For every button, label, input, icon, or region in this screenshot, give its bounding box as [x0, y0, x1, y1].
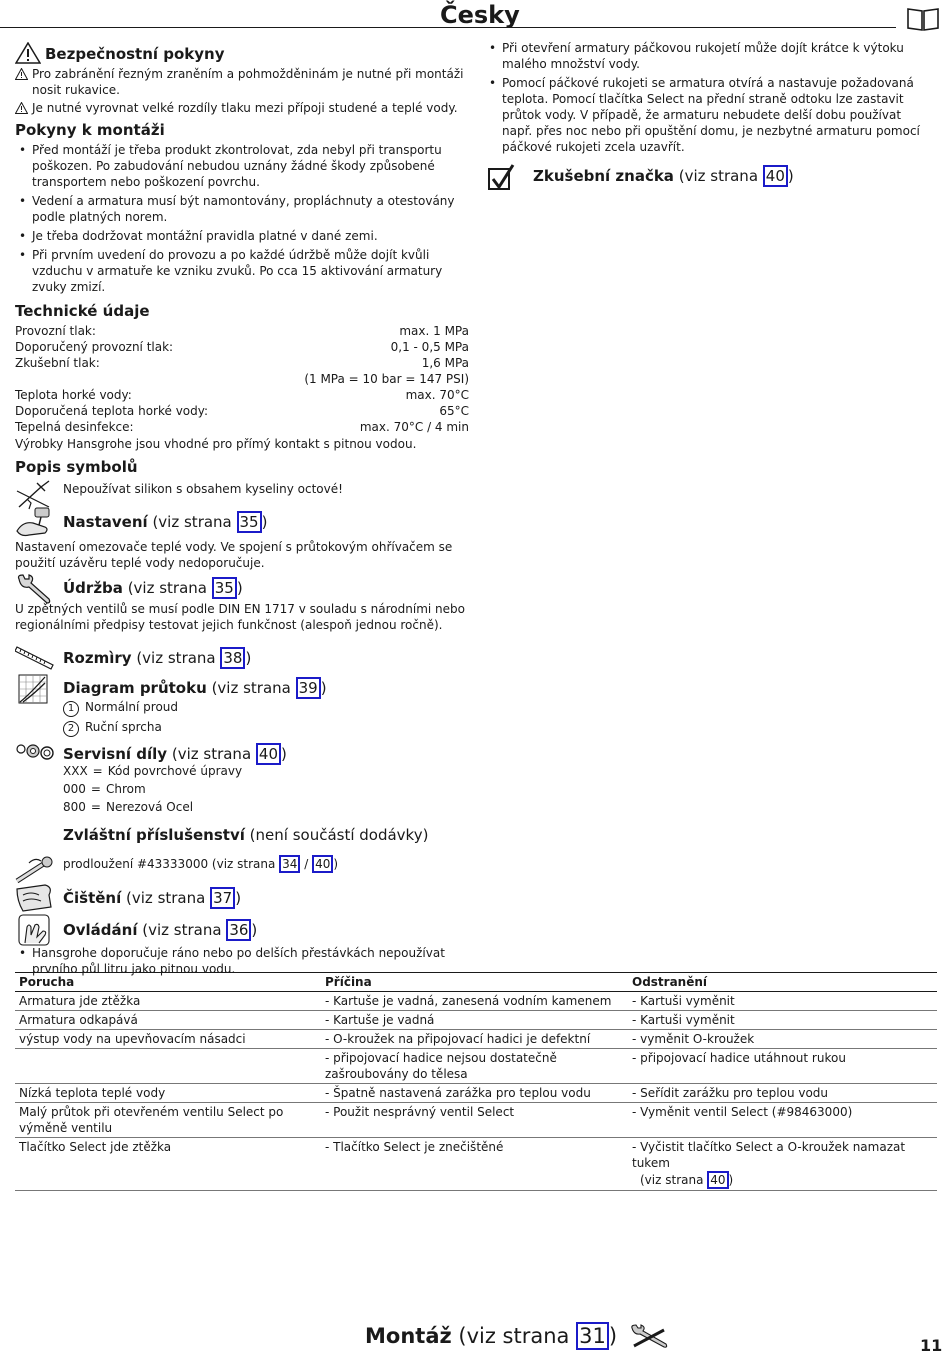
dimensions-row	[15, 647, 469, 669]
footer-mounting	[365, 1322, 670, 1350]
footer-ref-close: )	[608, 1324, 618, 1348]
tech-value: (1 MPa = 10 bar = 147 PSI)	[304, 372, 469, 386]
wrench-icon	[15, 573, 55, 607]
page-link-extension-1[interactable]: 34	[279, 855, 300, 873]
flow-ref-close: )	[320, 679, 327, 697]
table-cell: - Kartuše je vadná	[321, 1011, 628, 1030]
warning-icon	[15, 42, 41, 64]
extension-row	[15, 855, 469, 877]
parts-code-eq: =	[90, 782, 101, 796]
table-row	[15, 1103, 937, 1138]
right-item: • Při otevření armatury páčkovou rukojetí může dojít krátce k výtoku malého množství vody.	[485, 40, 935, 72]
table-cell: - Kartuši vyměnit	[628, 1011, 937, 1030]
table-cell	[15, 1049, 321, 1084]
tech-value: max. 70°C / 4 min	[359, 420, 469, 434]
table-cell: výstup vody na upevňovacím násadci	[15, 1030, 321, 1049]
parts-code-label: Chrom	[105, 782, 146, 796]
table-cell	[628, 1138, 937, 1191]
page-link-footer[interactable]: 31	[576, 1322, 609, 1350]
table-cell: - Vyměnit ventil Select (#98463000)	[628, 1103, 937, 1138]
page-link-adjust[interactable]: 35	[237, 511, 262, 533]
maintenance-ref: (viz strana	[127, 579, 212, 597]
mounting-heading: Pokyny k montáži	[15, 121, 165, 139]
table-header: Příčina	[321, 973, 628, 992]
test-mark-row	[485, 165, 935, 187]
table-cell-ref-close: )	[728, 1173, 734, 1187]
table-cell: - Kartuše je vadná, zanesená vodním kamenem	[321, 992, 628, 1011]
table-cell: - Kartuši vyměnit	[628, 992, 937, 1011]
test-mark-ref: (viz strana	[678, 167, 763, 185]
parts-row	[15, 743, 469, 765]
safety-item	[15, 66, 469, 98]
safety-heading	[15, 44, 469, 64]
parts-code-row	[63, 781, 469, 797]
table-cell-text: - Vyčistit tlačítko Select a O-kroužek namazat tukem	[632, 1140, 906, 1170]
operation-hand-icon	[15, 913, 55, 947]
dimensions-ref: (viz strana	[136, 649, 221, 667]
tech-value: 65°C	[439, 404, 469, 418]
page-link-flow[interactable]: 39	[296, 677, 321, 699]
tech-heading: Technické údaje	[15, 302, 150, 320]
tech-row	[15, 403, 469, 419]
accessories-heading	[15, 825, 469, 845]
operation-title: Ovládání	[63, 921, 138, 939]
adjust-hand-icon	[15, 505, 55, 539]
page-link-cleaning[interactable]: 37	[210, 887, 235, 909]
adjust-title: Nastavení	[63, 513, 148, 531]
mounting-item: • Je třeba dodržovat montážní pravidla platné v dané zemi.	[15, 228, 469, 244]
silicone-text: Nepoužívat silikon s obsahem kyseliny octové!	[63, 482, 343, 496]
page-link-dimensions[interactable]: 38	[220, 647, 245, 669]
parts-code-label: Nerezová Ocel	[105, 800, 194, 814]
page-title: Česky	[440, 1, 520, 29]
circled-number: 2	[63, 721, 79, 737]
table-body	[15, 992, 937, 1138]
cleaning-hand-icon	[15, 881, 55, 915]
cleaning-row	[15, 887, 469, 909]
operation-ref: (viz strana	[142, 921, 227, 939]
table-cell: - O-kroužek na připojovací hadici je defektní	[321, 1030, 628, 1049]
flow-legend-label: Ruční sprcha	[85, 720, 162, 734]
dimensions-title: Rozmìry	[63, 649, 132, 667]
tech-row	[15, 371, 469, 387]
safety-title: Bezpečnostní pokyny	[45, 45, 225, 63]
parts-code-code: XXX	[63, 764, 88, 778]
table-row	[15, 1084, 937, 1103]
parts-ref-close: )	[281, 745, 287, 763]
test-mark-title: Zkušební značka	[533, 167, 674, 185]
page-link-test-mark[interactable]: 40	[763, 165, 788, 187]
tech-value: 1,6 MPa	[421, 356, 469, 370]
table-cell: Armatura odkapává	[15, 1011, 321, 1030]
table-cell: - připojovací hadice utáhnout rukou	[628, 1049, 937, 1084]
adjust-ref-close: )	[261, 513, 268, 531]
troubleshooting-table	[15, 972, 937, 1191]
page-link-maintenance[interactable]: 35	[212, 577, 237, 599]
tech-label: Zkušební tlak:	[15, 356, 100, 370]
extension-text: prodloužení #43333000 (viz strana	[63, 857, 280, 871]
parts-code-eq: =	[90, 800, 101, 814]
test-mark-ref-close: )	[787, 167, 794, 185]
right-column	[485, 40, 935, 187]
page-link-table[interactable]: 40	[707, 1171, 728, 1189]
extension-sep: /	[300, 857, 313, 871]
parts-codes	[15, 763, 469, 815]
table-cell-ref: (viz strana	[640, 1173, 708, 1187]
table-header: Porucha	[15, 973, 321, 992]
tech-label: Doporučený provozní tlak:	[15, 340, 174, 354]
table-row	[15, 1138, 937, 1191]
footer-ref: (viz strana	[458, 1324, 577, 1348]
mounting-item: • Před montáží je třeba produkt zkontrolovat, zda nebyl při transportu poškozen. Po zabudování nebudou uznány žádné škody způsobené transportem nebo poškození povrchu.	[15, 142, 469, 190]
header-rule	[0, 27, 896, 28]
tech-row	[15, 355, 469, 371]
tech-label: Doporučená teplota horké vody:	[15, 404, 209, 418]
flow-legend-label: Normální proud	[85, 700, 179, 714]
tech-row	[15, 339, 469, 355]
service-parts-icon	[15, 739, 55, 773]
parts-code-row	[63, 799, 469, 815]
tech-row	[15, 387, 469, 403]
table-cell: - Použit nesprávný ventil Select	[321, 1103, 628, 1138]
mounting-item: • Vedení a armatura musí být namontovány, propláchnuty a otestovány podle platných norem.	[15, 193, 469, 225]
table-cell: Nízká teplota teplé vody	[15, 1084, 321, 1103]
ruler-icon	[15, 641, 55, 675]
table-cell: Malý průtok při otevřeném ventilu Select po výměně ventilu	[15, 1103, 321, 1138]
operation-row	[15, 919, 469, 941]
tools-icon	[630, 1324, 670, 1350]
extension-close: )	[333, 857, 339, 871]
page-link-operation[interactable]: 36	[226, 919, 251, 941]
flow-legend-item	[63, 719, 469, 737]
page-link-extension-2[interactable]: 40	[312, 855, 333, 873]
table-cell: Armatura jde ztěžka	[15, 992, 321, 1011]
table-cell: - Seřídit zarážku pro teplou vodu	[628, 1084, 937, 1103]
maintenance-text: U zpětných ventilů se musí podle DIN EN 1717 v souladu s národními nebo regionálními předpisy testovat jejich funkčnost (alespoň jednou ročně).	[15, 602, 465, 632]
tech-note: Výrobky Hansgrohe jsou vhodné pro přímý kontakt s pitnou vodou.	[15, 437, 417, 451]
adjust-text: Nastavení omezovače teplé vody. Ve spojení s průtokovým ohřívačem se použití uzávěru teplé vody nedoporučuje.	[15, 540, 453, 570]
adjust-row	[15, 511, 469, 533]
checkbox-check-icon	[485, 163, 519, 193]
safety-text: Je nutné vyrovnat velké rozdíly tlaku mezi přípoji studené a teplé vody.	[32, 101, 458, 115]
parts-code-code: 000	[63, 782, 86, 796]
cleaning-ref: (viz strana	[126, 889, 211, 907]
right-item: • Pomocí páčkové rukojeti se armatura otvírá a nastavuje požadovaná teplota. Pomocí tlačítka Select na přední straně odtoku lze zastavit průtok vody. V případě, že armaturu nebudete delší dobu používat např. přes noc nebo při opuštění domu, je nezbytné armaturu pomocí páčkové rukojeti zcela uzavřít.	[485, 75, 935, 155]
parts-code-code: 800	[63, 800, 86, 814]
cleaning-ref-close: )	[235, 889, 242, 907]
tech-table	[15, 323, 469, 435]
parts-code-label: Kód povrchové úpravy	[107, 764, 243, 778]
table-row	[15, 992, 937, 1011]
book-icon	[906, 6, 940, 32]
flow-legend	[15, 699, 469, 737]
adjust-ref: (viz strana	[152, 513, 237, 531]
safety-item	[15, 100, 469, 116]
dimensions-ref-close: )	[245, 649, 252, 667]
parts-title: Servisní díly	[63, 745, 168, 763]
maintenance-title: Údržba	[63, 579, 123, 597]
maintenance-row	[15, 577, 469, 599]
table-cell: - Špatně nastavená zarážka pro teplou vodu	[321, 1084, 628, 1103]
safety-text: Pro zabránění řezným zraněním a pohmožděninám je nutné při montáži nosit rukavice.	[32, 67, 464, 97]
table-row	[15, 1011, 937, 1030]
flow-title: Diagram průtoku	[63, 679, 207, 697]
tech-value: 0,1 - 0,5 MPa	[390, 340, 469, 354]
flow-ref: (viz strana	[211, 679, 296, 697]
accessories-title: Zvláštní příslušenství	[63, 826, 245, 844]
left-column	[15, 44, 469, 980]
maintenance-ref-close: )	[236, 579, 243, 597]
table-cell: - připojovací hadice nejsou dostatečně zašroubovány do tělesa	[321, 1049, 628, 1084]
table-cell: Tlačítko Select jde ztěžka	[15, 1138, 321, 1191]
tech-label: Teplota horké vody:	[15, 388, 132, 402]
tech-value: max. 70°C	[405, 388, 469, 402]
silicone-row	[15, 481, 469, 505]
tech-row	[15, 323, 469, 339]
flow-row	[15, 677, 469, 699]
table-row	[15, 1049, 937, 1084]
tech-label: Tepelná desinfekce:	[15, 420, 134, 434]
table-row	[15, 1030, 937, 1049]
operation-ref-close: )	[251, 921, 258, 939]
page-link-parts[interactable]: 40	[256, 743, 281, 765]
warning-small-icon	[15, 102, 28, 114]
flow-diagram-icon	[15, 673, 55, 707]
footer-title: Montáž	[365, 1324, 452, 1348]
circled-number: 1	[63, 701, 79, 717]
parts-ref: (viz strana	[171, 745, 256, 763]
flow-legend-item	[63, 699, 469, 717]
cleaning-title: Čištění	[63, 889, 122, 907]
table-cell: - vyměnit O-kroužek	[628, 1030, 937, 1049]
accessories-note: (není součástí dodávky)	[249, 826, 429, 844]
operation-bullet: • Hansgrohe doporučuje ráno nebo po delších přestávkách nepoužívat prvního půl litru jako pitnou vodu.	[15, 945, 469, 977]
warning-small-icon	[15, 68, 28, 80]
table-cell: - Tlačítko Select je znečištěné	[321, 1138, 628, 1191]
table-header-row	[15, 973, 937, 992]
tech-value: max. 1 MPa	[399, 324, 469, 338]
mounting-item: • Při prvním uvedení do provozu a po každé údržbě může dojít kvůli vzduchu v armatuře ke vzniku zvuků. Po cca 15 aktivování armatury zvuky zmizí.	[15, 247, 469, 295]
tech-row	[15, 419, 469, 435]
tech-label: Provozní tlak:	[15, 324, 96, 338]
parts-code-row	[63, 763, 469, 779]
table-header: Odstranění	[628, 973, 937, 992]
parts-code-eq: =	[92, 764, 103, 778]
page-number: 11	[920, 1336, 943, 1355]
symbols-heading: Popis symbolů	[15, 458, 138, 476]
